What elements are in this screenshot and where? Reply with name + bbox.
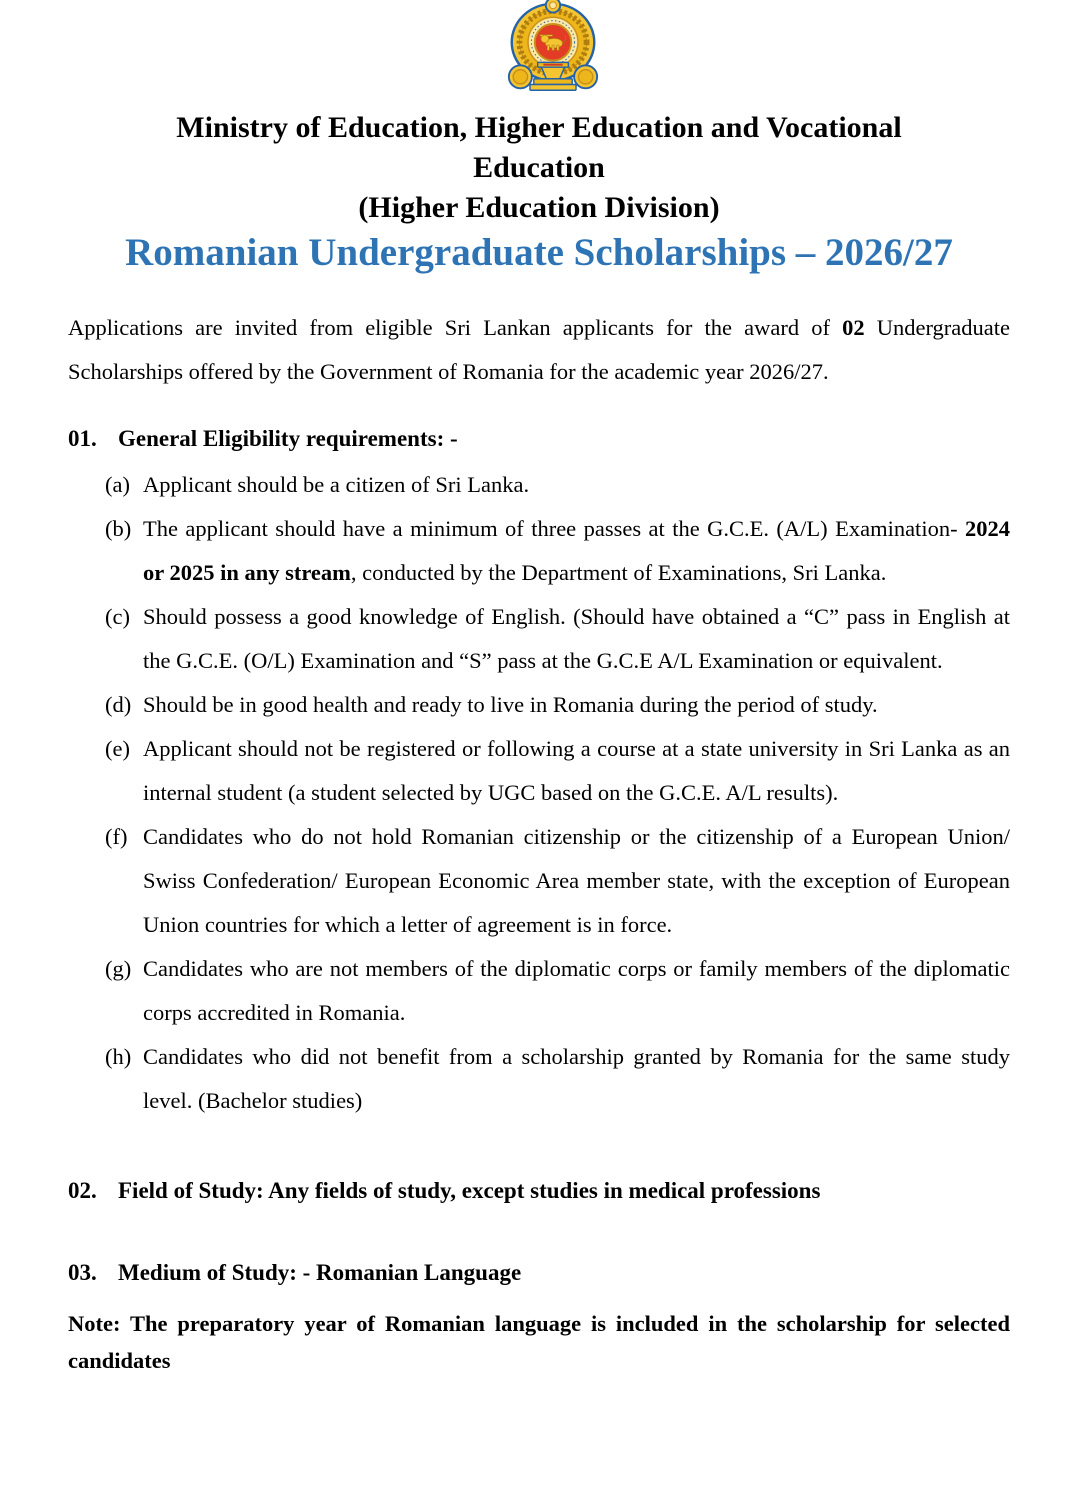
page-title: Romanian Undergraduate Scholarships – 2026/27 [125,231,953,274]
ministry-name-line2: Education [473,151,605,184]
item-marker: (g) [105,955,132,981]
item-text: Candidates who do not hold Romanian citizenship or the citizenship of a European Union/ Swiss Confederation/ European Economic Area member state, with the exception of European Union countries for which a letter of agreement is in force. [143,823,1010,937]
section-number: 01. [68,425,97,451]
item-marker: (d) [105,691,132,717]
section-title: Field of Study: Any fields of study, except studies in medical professions [118,1177,821,1203]
section-number: 03. [68,1259,97,1285]
item-text: Applicant should be a citizen of Sri Lanka. [143,471,530,497]
eligibility-list [68,463,1010,1123]
item-text: The applicant should have a minimum of three passes at the G.C.E. (A/L) Examination- 2024 or 2025 in any stream, conducted by the Department of Examinations, Sri Lanka. [143,515,1010,585]
item-text: Should possess a good knowledge of English. (Should have obtained a “C” pass in English at the G.C.E. (O/L) Examination and “S” pass at the G.C.E A/L Examination or equivalent. [143,603,1010,673]
section-heading-03 [68,1251,1010,1295]
item-marker: (e) [105,735,130,761]
item-text: Should be in good health and ready to live in Romania during the period of study. [143,691,878,717]
section-title: Medium of Study: - Romanian Language [118,1259,522,1285]
intro-paragraph: Applications are invited from eligible Sri Lankan applicants for the award of 02 Undergraduate Scholarships offered by the Government of Romania for the academic year 2026/27. [68,315,1010,384]
ministry-name-line1: Ministry of Education, Higher Education and Vocational [176,111,902,144]
section-heading-01 [68,417,1010,461]
emblem-row [68,0,1010,96]
note-paragraph: Note: The preparatory year of Romanian language is included in the scholarship for selected candidates [68,1310,1010,1373]
list-item-b [68,507,1010,595]
division-subtitle: (Higher Education Division) [358,191,720,224]
item-marker: (f) [105,823,128,849]
sri-lanka-emblem-icon [494,0,612,96]
list-item-h [68,1035,1010,1123]
list-item-f [68,815,1010,947]
item-text: Candidates who did not benefit from a scholarship granted by Romania for the same study level. (Bachelor studies) [143,1043,1010,1113]
item-marker: (h) [105,1043,132,1069]
item-marker: (a) [105,471,130,497]
list-item-d [68,683,1010,727]
list-item-g [68,947,1010,1035]
section-number: 02. [68,1177,97,1203]
item-text: Applicant should not be registered or following a course at a state university in Sri Lanka as an internal student (a student selected by UGC based on the G.C.E. A/L results). [143,735,1010,805]
list-item-a [68,463,1010,507]
item-marker: (c) [105,603,130,629]
section-heading-02 [68,1169,1010,1213]
list-item-e [68,727,1010,815]
section-title: General Eligibility requirements: - [118,425,458,451]
item-text: Candidates who are not members of the diplomatic corps or family members of the diplomatic corps accredited in Romania. [143,955,1010,1025]
item-marker: (b) [105,515,132,541]
list-item-c [68,595,1010,683]
